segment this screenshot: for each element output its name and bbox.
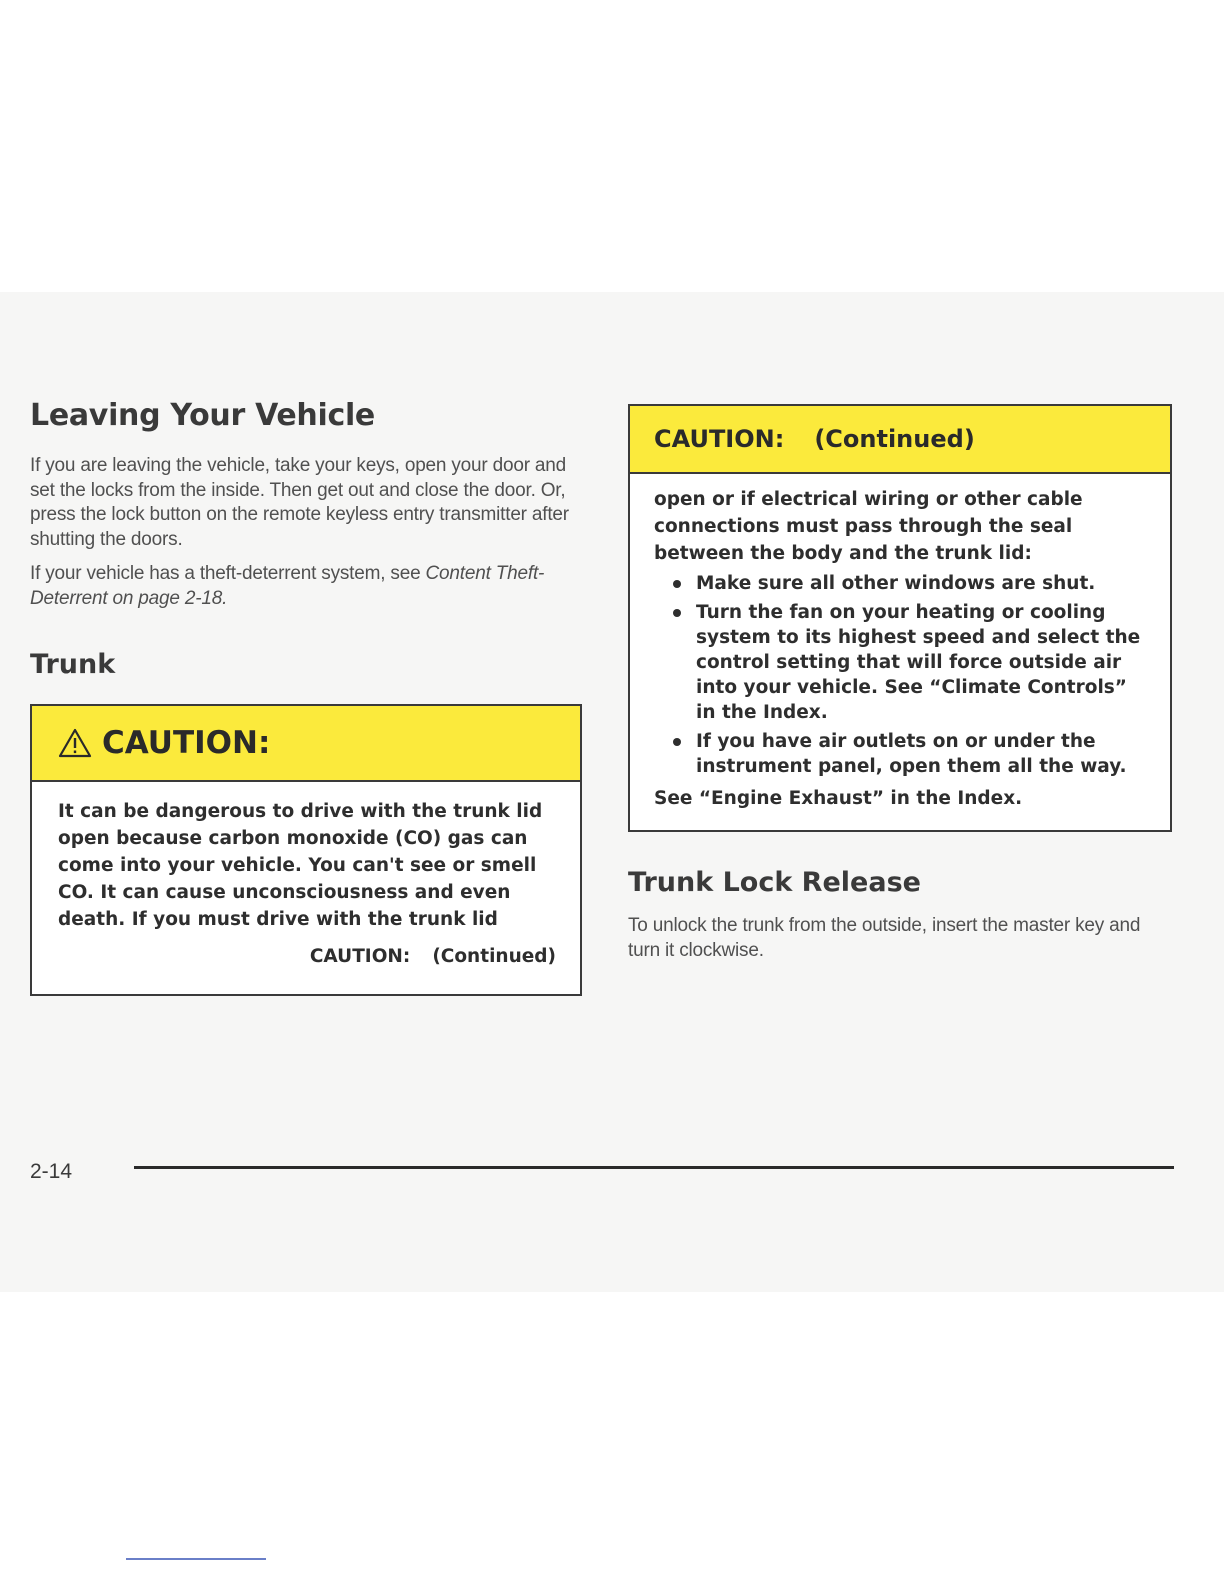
bullet-dot — [673, 580, 681, 588]
heading-trunk-lock-release: Trunk Lock Release — [628, 867, 921, 898]
caution-continued-intro: open or if electrical wiring or other cable connections must pass through the seal between the body and the trunk lid: — [654, 489, 1083, 564]
caution-bullet-item: Make sure all other windows are shut. — [654, 571, 1150, 596]
caution-continued-body — [630, 474, 1170, 812]
theft-deterrent-reference[interactable]: Content Theft-Deterrent on page 2-18. — [30, 563, 545, 609]
caution-box-continued — [628, 404, 1172, 832]
caution-continued-title-suffix: (Continued) — [814, 425, 975, 453]
theft-deterrent-paragraph — [30, 562, 586, 611]
caution-bullet-item: If you have air outlets on or under the instrument panel, open them all the way. — [654, 729, 1150, 779]
left-column — [30, 398, 586, 996]
caution-continued-note — [310, 943, 556, 970]
page-number: 2-14 — [30, 1160, 73, 1183]
bullet-dot — [673, 738, 681, 746]
decorative-line — [126, 1558, 266, 1560]
caution-continued-header — [630, 406, 1170, 474]
caution-body: It can be dangerous to drive with the trunk lid open because carbon monoxide (CO) gas can come into your vehicle. You can't see or smell CO. It can cause unconsciousness and even death. If you must drive with the trunk lid — [58, 801, 543, 930]
theft-deterrent-text: If your vehicle has a theft-deterrent system, see — [30, 563, 426, 584]
caution-bullet-item: Turn the fan on your heating or cooling system to its highest speed and select the control setting that will force outside air into your vehicle. See “Climate Controls” in the Index. — [654, 600, 1150, 725]
footer-rule — [134, 1166, 1174, 1169]
caution-box-trunk — [30, 704, 582, 996]
caution-header — [32, 706, 580, 782]
heading-trunk: Trunk — [30, 649, 116, 680]
trunk-lock-release-paragraph: To unlock the trunk from the outside, insert the master key and turn it clockwise. — [628, 915, 1141, 961]
caution-continued-label: CAUTION: — [309, 946, 411, 967]
caution-bullet-list — [654, 571, 1150, 779]
leaving-paragraph: If you are leaving the vehicle, take your keys, open your door and set the locks from the inside. Then get out and close the door. Or, press the lock button on the remote keyless entry transmitter after shutting the doors. — [30, 455, 569, 550]
caution-continued-title: CAUTION: — [654, 425, 785, 453]
caution-continued-text: (Continued) — [432, 946, 556, 967]
bullet-dot — [673, 609, 681, 617]
warning-triangle-icon — [58, 728, 92, 758]
caution-title: CAUTION: — [102, 725, 271, 761]
caution-closing: See “Engine Exhaust” in the Index. — [654, 788, 1023, 809]
heading-leaving-your-vehicle: Leaving Your Vehicle — [30, 398, 375, 433]
right-column — [628, 404, 1174, 963]
